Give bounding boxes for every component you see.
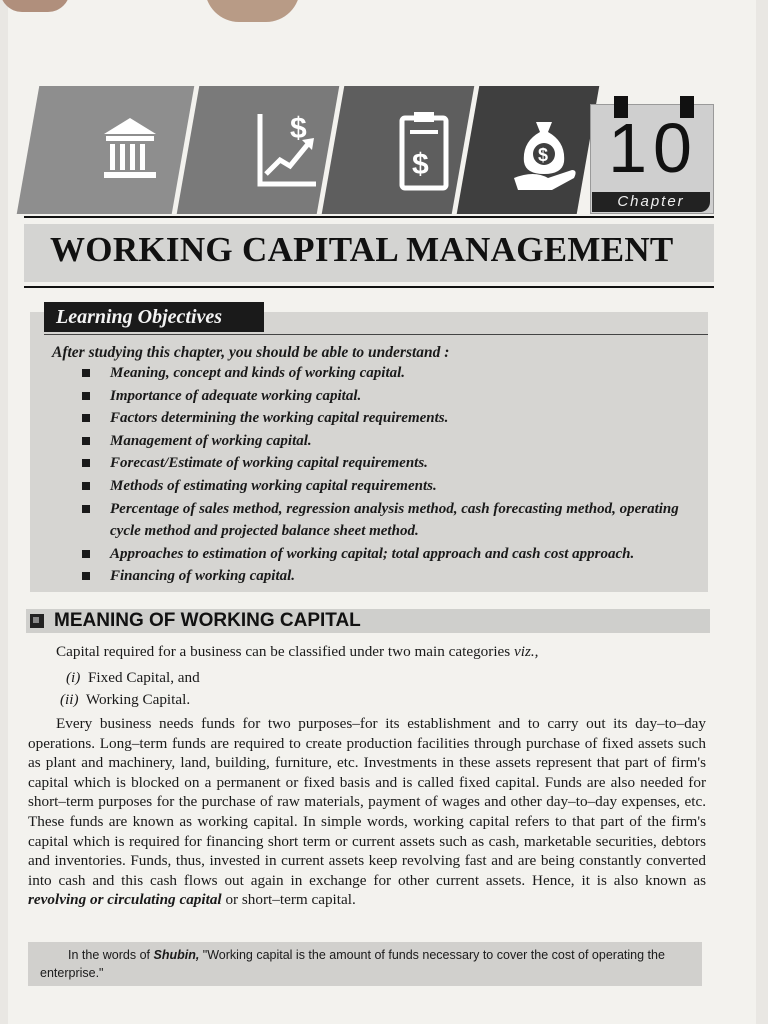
list-item: Meaning, concept and kinds of working capital. (82, 362, 704, 385)
bullet-icon (82, 572, 90, 580)
chapter-banner (28, 86, 588, 214)
objectives-intro: After studying this chapter, you should be able to understand : (52, 344, 450, 361)
section-heading: MEANING OF WORKING CAPITAL (54, 610, 361, 631)
section-intro: Capital required for a business can be classified under two main categories viz., (56, 643, 539, 660)
bullet-icon (82, 482, 90, 490)
objectives-list (82, 362, 704, 588)
money-bag-hand-icon (504, 104, 584, 196)
bullet-icon (82, 550, 90, 558)
bullet-icon (82, 459, 90, 467)
bank-icon (90, 104, 170, 196)
list-item: Forecast/Estimate of working capital requirements. (82, 452, 704, 475)
list-item: (i) Fixed Capital, and (66, 669, 200, 686)
divider (24, 216, 714, 218)
quote: In the words of Shubin, "Working capital is the amount of funds necessary to cover the cost of operating the enterprise." (40, 948, 665, 980)
list-item: Percentage of sales method, regression analysis method, cash forecasting method, operating cycle method and projected balance sheet method. (82, 498, 704, 543)
bullet-icon (82, 392, 90, 400)
section-bullet-icon (33, 617, 39, 623)
list-item: Financing of working capital. (82, 565, 704, 588)
body-paragraph: Every business needs funds for two purposes–for its establishment and to carry out its day–to–day operations. Long–term funds are required to create production facilities through purchase of fixed assets such as plant and machinery, land, building, furniture, etc. Investments in these assets represent that part of firm's capital which is blocked on a permanent or fixed basis and is called fixed capital. Funds are also needed for short–term purposes for the purchase of raw materials, payment of wages and other day–to–day expenses, etc. These funds are known as working capital. In simple words, working capital refers to that part of the firm's capital which is required for financing short term or current assets such as cash, marketable securities, debtors and inventories. Funds, thus, invested in current assets keep revolving fast and are being constantly converted into cash and this cash flows out again in exchange for other current assets. Hence, it is also known as revolving or circulating capital or short–term capital. (28, 715, 706, 909)
chapter-label: Chapter (592, 192, 710, 212)
list-item: Approaches to estimation of working capital; total approach and cash cost approach. (82, 543, 704, 566)
bullet-icon (82, 414, 90, 422)
bullet-icon (82, 369, 90, 377)
clipboard-dollar-icon (384, 104, 464, 196)
divider (24, 286, 714, 288)
list-item: Factors determining the working capital requirements. (82, 407, 704, 430)
svg-text:$: $ (412, 148, 429, 181)
list-item: (ii) Working Capital. (60, 691, 191, 708)
list-item: Methods of estimating working capital requirements. (82, 475, 704, 498)
chapter-number: 10 (608, 109, 698, 187)
learning-objectives-heading: Learning Objectives (44, 302, 264, 332)
divider (44, 334, 708, 335)
bullet-icon (82, 505, 90, 513)
bullet-icon (82, 437, 90, 445)
svg-text:$: $ (290, 112, 307, 145)
list-item: Management of working capital. (82, 430, 704, 453)
chapter-title: WORKING CAPITAL MANAGEMENT (50, 230, 674, 269)
list-item: Importance of adequate working capital. (82, 385, 704, 408)
svg-text:$: $ (538, 145, 549, 165)
chart-dollar-icon (246, 104, 326, 196)
